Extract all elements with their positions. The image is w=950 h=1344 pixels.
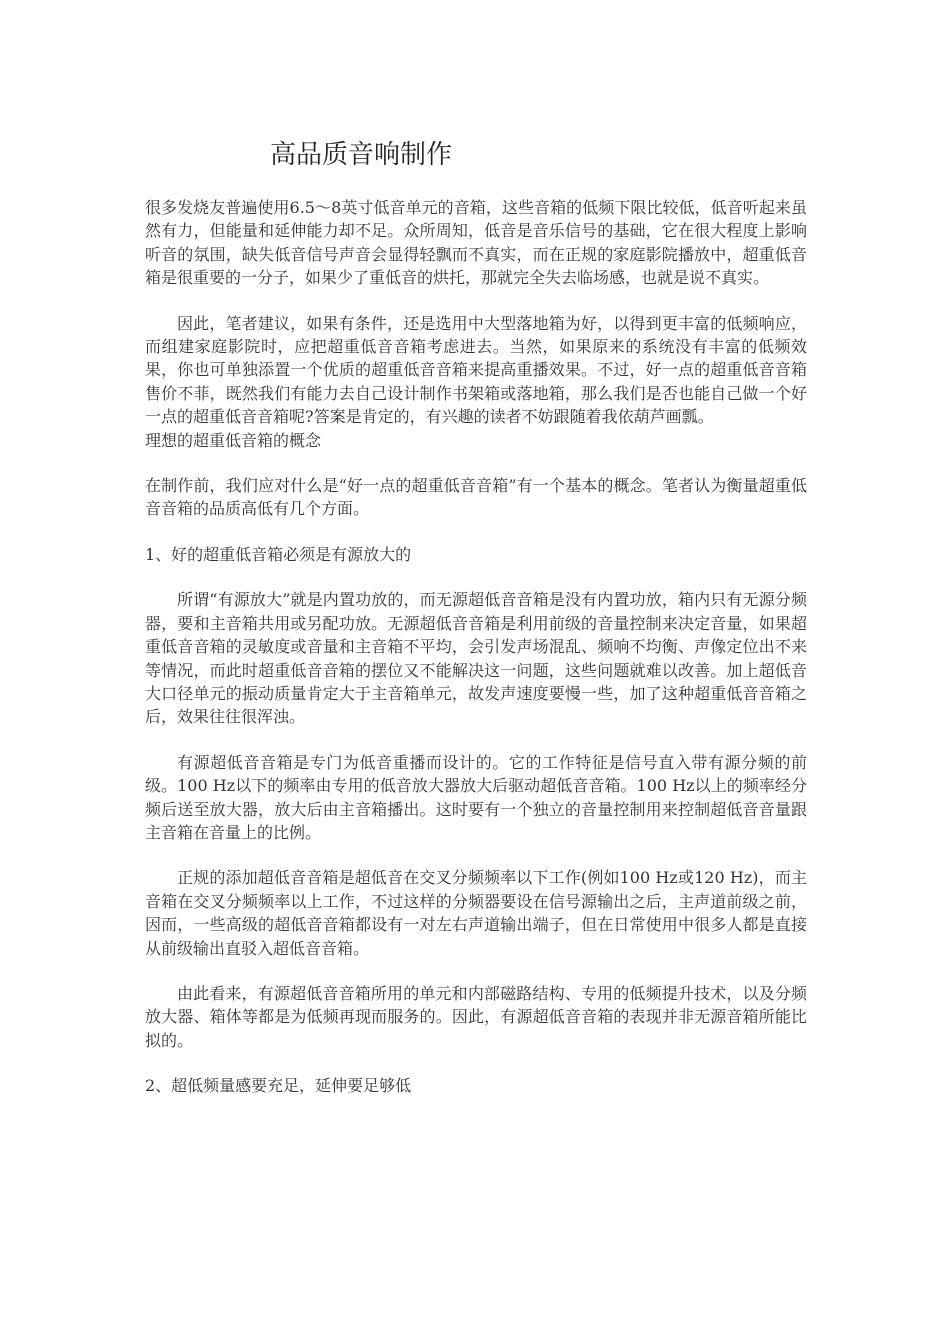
section-heading-low-frequency: 2、超低频量感要充足，延伸要足够低	[145, 1076, 412, 1096]
section-heading-active-amplification: 1、好的超重低音箱必须是有源放大的	[145, 544, 412, 564]
document-title: 高品质音响制作	[270, 140, 453, 170]
paragraph-active-definition: 所谓“有源放大”就是内置功放的，而无源超低音音箱是没有内置功放，箱内只有无源分频器，要和主音箱共用或另配功放。无源超低音音箱是利用前级的音量控制来决定音量，如果超重低音音箱的灵敏度或音量和主音箱不平均，会引发声场混乱、频响不均衡、声像定位出不来等情况，而此时超重低音音箱的摆位又不能解决这一问题，这些问题就难以改善。加上超低音大口径单元的振动质量肯定大于主音箱单元，故发声速度要慢一些，加了这种超重低音音箱之后，效果往往很浑浊。	[145, 590, 807, 727]
section-heading-ideal-subwoofer: 理想的超重低音箱的概念	[145, 430, 322, 450]
paragraph-conclusion: 由此看来，有源超低音音箱所用的单元和内部磁路结构、专用的低频提升技术，以及分频放大器、箱体等都是为低频再现而服务的。因此，有源超低音音箱的表现并非无源音箱所能比拟的。	[145, 983, 807, 1050]
paragraph-suggestion: 因此，笔者建议，如果有条件，还是选用中大型落地箱为好，以得到更丰富的低频响应，而组建家庭影院时，应把超重低音音箱考虑进去。当然，如果原来的系统没有丰富的低频效果，你也可单独添置一个优质的超重低音音箱来提高重播效果。不过，好一点的超重低音音箱售价不菲，既然我们有能力去自己设计制作书架箱或落地箱，那么我们是否也能自己做一个好一点的超重低音音箱呢?答案是肯定的，有兴趣的读者不妨跟随着我依葫芦画瓢。	[145, 313, 807, 427]
paragraph-active-design: 有源超低音音箱是专门为低音重播而设计的。它的工作特征是信号直入带有源分频的前级。100 Hz以下的频率由专用的低音放大器放大后驱动超低音音箱。100 Hz以上的频率经分频后送至放大器，放大后由主音箱播出。这时要有一个独立的音量控制用来控制超低音音量跟主音箱在音量上的比例。	[145, 752, 807, 842]
paragraph-concept: 在制作前，我们应对什么是“好一点的超重低音音箱”有一个基本的概念。笔者认为衡量超重低音音箱的品质高低有几个方面。	[145, 476, 807, 519]
paragraph-intro: 很多发烧友普遍使用6.5～8英寸低音单元的音箱，这些音箱的低频下限比较低，低音听起来虽然有力，但能量和延伸能力却不足。众所周知，低音是音乐信号的基础，它在很大程度上影响听音的氛围，缺失低音信号声音会显得轻飘而不真实，而在正规的家庭影院播放中，超重低音箱是很重要的一分子，如果少了重低音的烘托，那就完全失去临场感，也就是说不真实。	[145, 198, 807, 288]
document-body	[145, 196, 807, 1120]
paragraph-crossover: 正规的添加超低音音箱是超低音在交叉分频频率以下工作(例如100 Hz或120 Hz)，而主音箱在交叉分频频率以上工作，不过这样的分频器要设在信号源输出之后，主声道前级之前，因而，一些高级的超低音音箱都设有一对左右声道输出端子，但在日常使用中很多人都是直接从前级输出直驳入超低音音箱。	[145, 868, 807, 958]
